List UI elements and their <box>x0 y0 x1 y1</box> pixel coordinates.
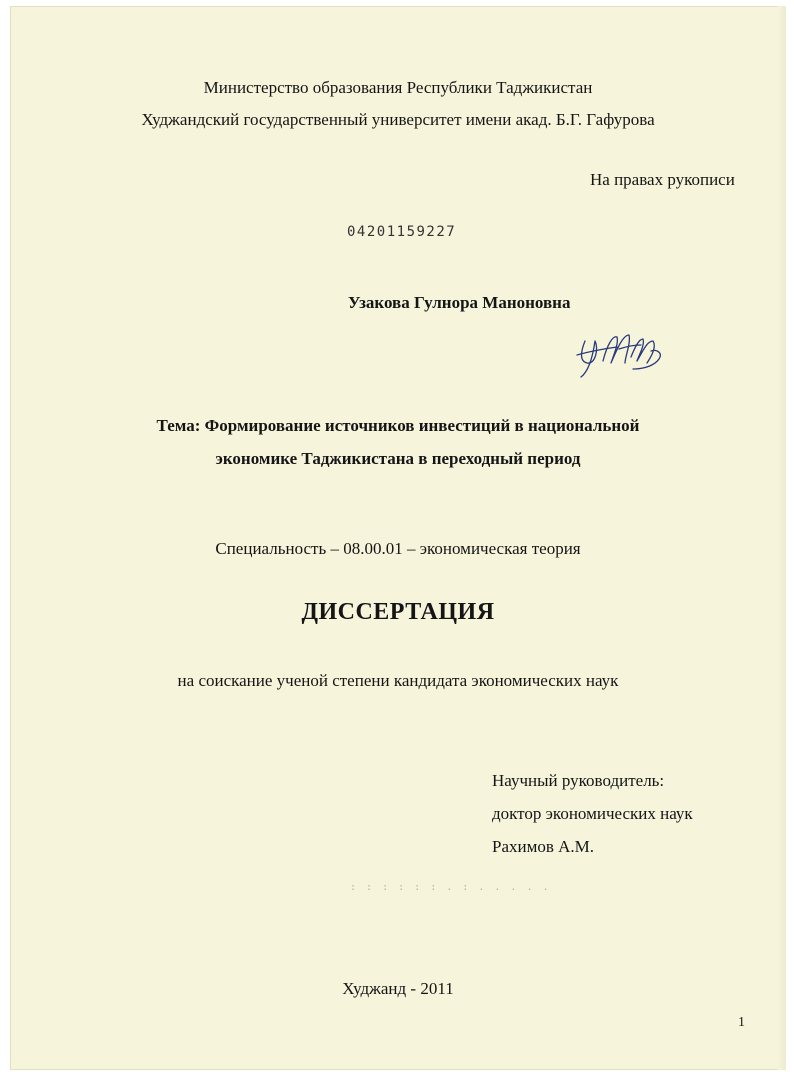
faint-stamp-mark: : : : : : : . : . . . . . <box>350 882 551 893</box>
page-edge-shadow <box>778 6 786 1070</box>
author-name: Узакова Гулнора Маноновна <box>348 293 571 312</box>
place-year: Худжанд - 2011 <box>342 979 454 998</box>
registration-number: 04201159227 <box>347 224 457 240</box>
university-line: Худжандский государственный университет имени акад. Б.Г. Гафурова <box>141 110 655 129</box>
supervisor-name: Рахимов А.М. <box>492 837 595 856</box>
topic-line-2: экономике Таджикистана в переходный период <box>215 449 581 468</box>
signature <box>573 327 665 379</box>
degree-line: на соискание ученой степени кандидата экономических наук <box>177 671 619 690</box>
supervisor-block <box>492 764 693 863</box>
rights-note: На правах рукописи <box>590 170 735 189</box>
supervisor-title: доктор экономических наук <box>492 804 693 823</box>
topic-line-1: Тема: Формирование источников инвестиций в национальной <box>156 416 640 435</box>
ministry-line: Министерство образования Республики Таджикистан <box>203 78 593 97</box>
document-type-heading: ДИССЕРТАЦИЯ <box>301 599 495 625</box>
title-page <box>10 6 786 1070</box>
specialty: Специальность – 08.00.01 – экономическая теория <box>215 539 581 558</box>
page-number: 1 <box>738 1015 745 1030</box>
supervisor-label: Научный руководитель: <box>492 771 665 790</box>
